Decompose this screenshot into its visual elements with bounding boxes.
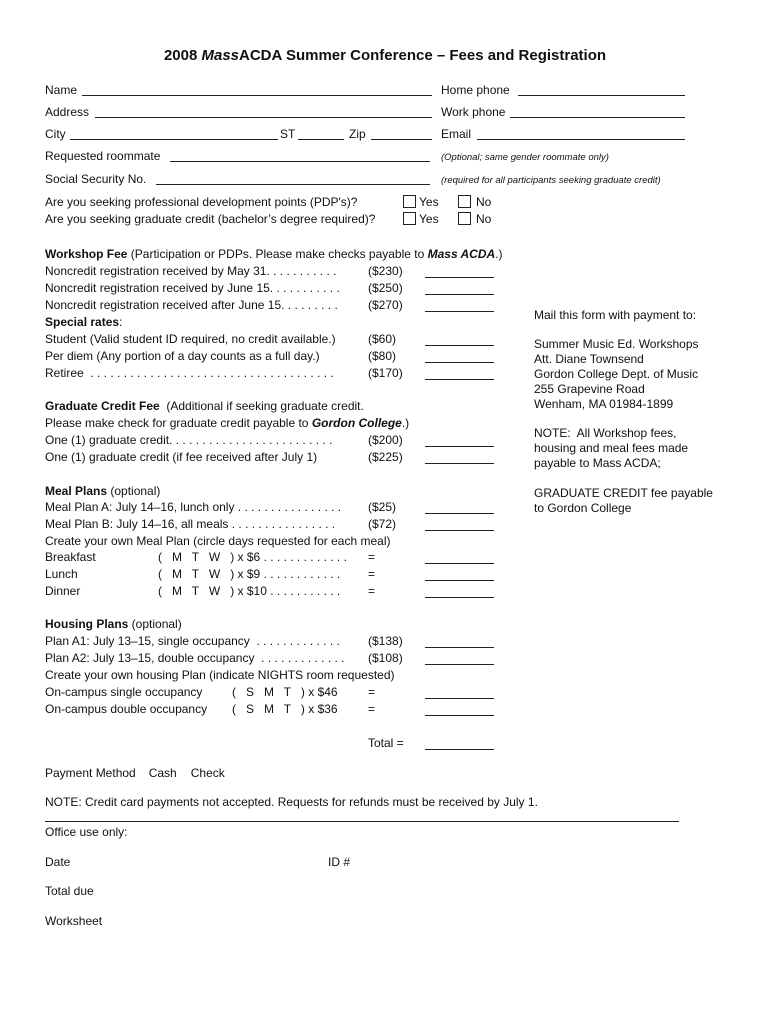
meal-row-equals: = [368, 567, 376, 581]
special-item-amount[interactable] [425, 362, 494, 363]
fees-note-line: housing and meal fees made [534, 441, 689, 455]
graduate-payee: Gordon College [311, 416, 402, 430]
graduate-title: Graduate Credit Fee [45, 399, 160, 413]
housing-heading [45, 617, 182, 631]
meal-title: Meal Plans [45, 484, 108, 498]
credit-card-note: NOTE: Credit card payments not accepted. Requests for refunds must be received by July 1. [45, 795, 538, 809]
housing-row-equals: = [368, 685, 376, 699]
payment-method [45, 766, 225, 780]
graduate-item-label: One (1) graduate credit. . . . . . . . . . . . . . . . . . . . . . . . . [45, 433, 333, 447]
payment-cash-option[interactable]: Cash [148, 766, 177, 780]
mail-address-line: 255 Grapevine Road [534, 382, 645, 396]
housing-item-label: Plan A2: July 13–15, double occupancy . . . . . . . . . . . . . [45, 651, 345, 665]
special-item-amount[interactable] [425, 379, 494, 380]
fees-note-line: payable to Mass ACDA; [534, 456, 661, 470]
grad-no-checkbox[interactable] [458, 212, 471, 225]
workshop-item-label: Noncredit registration received after June 15. . . . . . . . . [45, 298, 338, 312]
special-item-label: Per diem (Any portion of a day counts as a full day.) [45, 349, 320, 363]
grad-yes-checkbox[interactable] [403, 212, 416, 225]
graduate-note: (Additional if seeking graduate credit. [159, 399, 364, 413]
meal-row-amount[interactable] [425, 563, 494, 564]
title-prefix: 2008 [163, 47, 202, 64]
meal-item-price: ($25) [368, 500, 397, 514]
housing-row-nights[interactable]: ( S M T ) x $46 [232, 685, 338, 699]
special-rates-title: Special rates [45, 315, 120, 329]
workshop-item-amount[interactable] [425, 311, 494, 312]
divider [45, 821, 679, 822]
housing-item-amount[interactable] [425, 664, 494, 665]
graduate-item-amount[interactable] [425, 446, 494, 447]
workshop-note-end: .) [495, 247, 503, 261]
pdp-yes-label: Yes [419, 195, 439, 209]
city-label: City [45, 127, 66, 141]
housing-item-label: Plan A1: July 13–15, single occupancy . . . . . . . . . . . . . [45, 634, 340, 648]
workshop-item-label: Noncredit registration received by June 15. . . . . . . . . . . [45, 281, 340, 295]
meal-item-label: Meal Plan B: July 14–16, all meals . . . . . . . . . . . . . . . . [45, 517, 336, 531]
housing-item-price: ($138) [368, 634, 403, 648]
workshop-heading [45, 247, 503, 261]
pdp-yes-checkbox[interactable] [403, 195, 416, 208]
meal-row-days[interactable]: ( M T W ) x $10 . . . . . . . . . . . [158, 584, 341, 598]
meal-item-amount[interactable] [425, 530, 494, 531]
housing-row-amount[interactable] [425, 698, 494, 699]
special-item-label: Student (Valid student ID required, no credit available.) [45, 332, 336, 346]
meal-heading [45, 484, 160, 498]
meal-row-days[interactable]: ( M T W ) x $9 . . . . . . . . . . . . [158, 567, 341, 581]
page-title [0, 47, 770, 65]
grad-credit-note-line: GRADUATE CREDIT fee payable [534, 486, 713, 500]
graduate-check-pre: Please make check for graduate credit payable to [45, 416, 312, 430]
meal-note: (optional) [107, 484, 161, 498]
zip-field[interactable] [371, 139, 432, 140]
special-rates-colon: : [119, 315, 123, 329]
title-italic: Mass [201, 47, 240, 64]
address-label: Address [45, 105, 90, 119]
workshop-payee: Mass ACDA [427, 247, 496, 261]
workshop-note: (Participation or PDPs. Please make checks payable to [127, 247, 428, 261]
special-item-price: ($80) [368, 349, 397, 363]
workshop-item-label: Noncredit registration received by May 31. . . . . . . . . . . [45, 264, 337, 278]
workshop-item-price: ($230) [368, 264, 403, 278]
graduate-item-price: ($225) [368, 450, 403, 464]
meal-row-amount[interactable] [425, 580, 494, 581]
housing-row-label: On-campus single occupancy [45, 685, 203, 699]
payment-check-option[interactable]: Check [190, 766, 225, 780]
home-phone-label: Home phone [441, 83, 510, 97]
pdp-no-checkbox[interactable] [458, 195, 471, 208]
meal-row-days[interactable]: ( M T W ) x $6 . . . . . . . . . . . . . [158, 550, 347, 564]
total-amount[interactable] [425, 749, 494, 750]
office-date-label: Date [45, 855, 71, 869]
work-phone-field[interactable] [510, 117, 685, 118]
meal-row-equals: = [368, 584, 376, 598]
housing-row-equals: = [368, 702, 376, 716]
meal-row-name: Dinner [45, 584, 81, 598]
roommate-label: Requested roommate [45, 149, 161, 163]
title-suffix: ACDA Summer Conference – Fees and Registration [239, 47, 607, 64]
special-rates-heading [45, 315, 122, 329]
workshop-item-price: ($250) [368, 281, 403, 295]
meal-row-equals: = [368, 550, 376, 564]
graduate-item-price: ($200) [368, 433, 403, 447]
special-item-label: Retiree . . . . . . . . . . . . . . . . . . . . . . . . . . . . . . . . . . . . . [45, 366, 334, 380]
housing-item-price: ($108) [368, 651, 403, 665]
meal-item-price: ($72) [368, 517, 397, 531]
special-item-price: ($60) [368, 332, 397, 346]
graduate-item-amount[interactable] [425, 463, 494, 464]
email-field[interactable] [477, 139, 685, 140]
mail-address-line: Summer Music Ed. Workshops [534, 337, 699, 351]
roommate-note: (Optional; same gender roommate only) [441, 152, 609, 163]
housing-create-note: Create your own housing Plan (indicate NIGHTS room requested) [45, 668, 395, 682]
email-label: Email [441, 127, 472, 141]
pdp-question: Are you seeking professional development points (PDP's)? [45, 195, 358, 209]
meal-row-name: Breakfast [45, 550, 96, 564]
meal-create-note: Create your own Meal Plan (circle days requested for each meal) [45, 534, 391, 548]
housing-note: (optional) [128, 617, 182, 631]
work-phone-label: Work phone [441, 105, 506, 119]
mail-address-line: Att. Diane Townsend [534, 352, 644, 366]
ssn-field[interactable] [156, 184, 430, 185]
ssn-label: Social Security No. [45, 172, 147, 186]
meal-item-label: Meal Plan A: July 14–16, lunch only . . . . . . . . . . . . . . . . [45, 500, 342, 514]
mail-address-line: Wenham, MA 01984-1899 [534, 397, 674, 411]
graduate-check-end: .) [401, 416, 410, 430]
office-total-due-label: Total due [45, 884, 94, 898]
workshop-item-amount[interactable] [425, 277, 494, 278]
mail-address-line: Gordon College Dept. of Music [534, 367, 699, 381]
grad-yes-label: Yes [419, 212, 439, 226]
ssn-note: (required for all participants seeking graduate credit) [441, 175, 661, 186]
special-item-price: ($170) [368, 366, 403, 380]
roommate-field[interactable] [170, 161, 430, 162]
address-field[interactable] [95, 117, 432, 118]
workshop-item-price: ($270) [368, 298, 403, 312]
total-label: Total = [368, 736, 404, 750]
housing-row-label: On-campus double occupancy [45, 702, 208, 716]
office-id-label: ID # [328, 855, 351, 869]
housing-item-amount[interactable] [425, 647, 494, 648]
home-phone-field[interactable] [518, 95, 685, 96]
housing-row-nights[interactable]: ( S M T ) x $36 [232, 702, 338, 716]
payment-method-label: Payment Method [45, 766, 136, 780]
fees-note-line: NOTE: All Workshop fees, [534, 426, 677, 440]
name-label: Name [45, 83, 78, 97]
meal-item-amount[interactable] [425, 513, 494, 514]
name-field[interactable] [82, 95, 432, 96]
meal-row-amount[interactable] [425, 597, 494, 598]
workshop-item-amount[interactable] [425, 294, 494, 295]
housing-row-amount[interactable] [425, 715, 494, 716]
city-field[interactable] [70, 139, 278, 140]
st-label: ST [280, 127, 296, 141]
housing-title: Housing Plans [45, 617, 129, 631]
office-worksheet-label: Worksheet [45, 914, 103, 928]
grad-question: Are you seeking graduate credit (bachelor’s degree required)? [45, 212, 376, 226]
grad-no-label: No [476, 212, 492, 226]
st-field[interactable] [298, 139, 344, 140]
mail-intro: Mail this form with payment to: [534, 308, 697, 322]
zip-label: Zip [349, 127, 366, 141]
office-heading: Office use only: [45, 825, 128, 839]
workshop-title: Workshop Fee [45, 247, 128, 261]
graduate-heading [45, 399, 364, 413]
special-item-amount[interactable] [425, 345, 494, 346]
graduate-item-label: One (1) graduate credit (if fee received after July 1) [45, 450, 318, 464]
pdp-no-label: No [476, 195, 492, 209]
meal-row-name: Lunch [45, 567, 78, 581]
grad-credit-note-line: to Gordon College [534, 501, 632, 515]
graduate-check-note [45, 416, 409, 430]
